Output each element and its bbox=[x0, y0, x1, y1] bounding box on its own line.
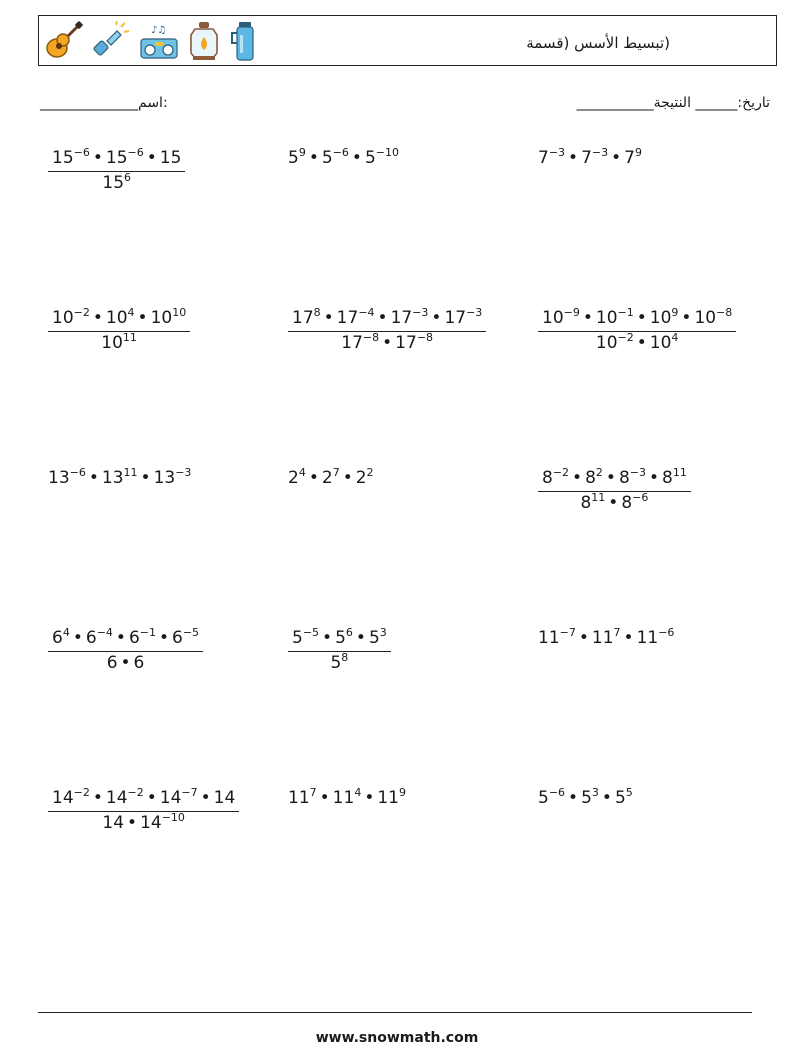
name-blank[interactable]: ______________ bbox=[40, 95, 138, 111]
base: 8 bbox=[542, 468, 553, 488]
numerator bbox=[48, 786, 239, 812]
exponent: 11 bbox=[123, 466, 138, 479]
base: 5 bbox=[614, 788, 626, 808]
exponent: 9 bbox=[671, 306, 679, 319]
base: 2 bbox=[288, 468, 299, 488]
multiply-dot: • bbox=[648, 468, 660, 488]
base: 10 bbox=[649, 333, 672, 353]
multiply-dot: • bbox=[578, 628, 589, 648]
problem-7 bbox=[48, 466, 192, 488]
multiply-dot: • bbox=[92, 308, 103, 328]
base: 11 bbox=[288, 788, 310, 808]
exponent: −3 bbox=[466, 306, 483, 319]
flashlight-icon bbox=[91, 21, 131, 61]
header-box bbox=[38, 15, 777, 66]
multiply-dot: • bbox=[158, 628, 170, 648]
base: 8 bbox=[618, 468, 630, 488]
base: 5 bbox=[368, 628, 380, 648]
problem-1 bbox=[48, 146, 185, 193]
base: 17 bbox=[390, 308, 413, 328]
base: 10 bbox=[52, 308, 74, 328]
multiply-dot: • bbox=[127, 813, 138, 833]
multiply-dot: • bbox=[140, 468, 151, 488]
multiply-dot: • bbox=[611, 148, 622, 168]
multiply-dot: • bbox=[319, 788, 330, 808]
base: 5 bbox=[292, 628, 303, 648]
problem-11 bbox=[288, 626, 391, 673]
multiply-dot: • bbox=[431, 308, 442, 328]
exponent: 4 bbox=[354, 786, 362, 799]
multiply-dot: • bbox=[146, 148, 157, 168]
expression bbox=[538, 788, 633, 808]
expression bbox=[48, 468, 191, 488]
multiply-dot: • bbox=[568, 148, 579, 168]
numerator bbox=[538, 306, 736, 332]
multiply-dot: • bbox=[364, 788, 375, 808]
multiply-dot: • bbox=[355, 628, 366, 648]
exponent: −6 bbox=[632, 491, 649, 504]
exponent: −1 bbox=[139, 626, 156, 639]
denominator bbox=[538, 332, 736, 352]
exponent: −3 bbox=[175, 466, 192, 479]
base: 15 bbox=[52, 148, 74, 168]
base: 17 bbox=[292, 308, 314, 328]
expression bbox=[538, 148, 642, 168]
base: 6 bbox=[52, 628, 63, 648]
exponent: −7 bbox=[559, 626, 576, 639]
exponent: −7 bbox=[181, 786, 198, 799]
exponent: 4 bbox=[671, 331, 679, 344]
base: 11 bbox=[332, 788, 355, 808]
multiply-dot: • bbox=[351, 148, 362, 168]
base: 11 bbox=[636, 628, 659, 648]
base: 14 bbox=[102, 813, 125, 833]
denominator bbox=[48, 812, 239, 832]
multiply-dot: • bbox=[582, 308, 593, 328]
exponent: −2 bbox=[552, 466, 570, 479]
base: 17 bbox=[336, 308, 359, 328]
exponent: 9 bbox=[398, 786, 406, 799]
denominator bbox=[288, 652, 391, 672]
base: 17 bbox=[341, 333, 363, 353]
expression bbox=[288, 148, 399, 168]
exponent: −9 bbox=[563, 306, 580, 319]
multiply-dot: • bbox=[636, 308, 647, 328]
base: 5 bbox=[288, 148, 299, 168]
exponent: 9 bbox=[634, 146, 642, 159]
problem-6 bbox=[538, 306, 736, 353]
exponent: −6 bbox=[69, 466, 86, 479]
base: 5 bbox=[321, 148, 333, 168]
base: 6 bbox=[172, 628, 183, 648]
base: 10 bbox=[595, 333, 618, 353]
exponent: 4 bbox=[62, 626, 70, 639]
base: 10 bbox=[150, 308, 173, 328]
exponent: −2 bbox=[617, 331, 634, 344]
base: 2 bbox=[321, 468, 333, 488]
multiply-dot: • bbox=[137, 308, 148, 328]
multiply-dot: • bbox=[572, 468, 583, 488]
footer-divider bbox=[38, 1012, 752, 1013]
base: 14 bbox=[140, 813, 162, 833]
lantern-icon bbox=[187, 21, 221, 61]
base: 14 bbox=[105, 788, 128, 808]
exponent: −1 bbox=[617, 306, 634, 319]
exponent: 6 bbox=[124, 171, 132, 184]
exponent: −8 bbox=[416, 331, 434, 344]
fraction bbox=[538, 466, 691, 513]
exponent: −8 bbox=[716, 306, 733, 319]
base: 5 bbox=[538, 788, 549, 808]
base: 5 bbox=[581, 788, 592, 808]
date-score-field bbox=[577, 95, 770, 111]
header-icons bbox=[43, 20, 259, 62]
exponent: 4 bbox=[127, 306, 135, 319]
base: 6 bbox=[85, 628, 97, 648]
exponent: −10 bbox=[161, 811, 185, 824]
base: 7 bbox=[581, 148, 592, 168]
problem-10 bbox=[48, 626, 203, 673]
multiply-dot: • bbox=[605, 468, 616, 488]
exponent: 9 bbox=[298, 146, 306, 159]
problem-15 bbox=[538, 786, 633, 808]
base: 8 bbox=[585, 468, 596, 488]
problem-3 bbox=[538, 146, 642, 168]
multiply-dot: • bbox=[323, 308, 334, 328]
exponent: −6 bbox=[73, 146, 90, 159]
base: 14 bbox=[213, 788, 236, 808]
multiply-dot: • bbox=[377, 308, 388, 328]
multiply-dot: • bbox=[88, 468, 99, 488]
base: 10 bbox=[694, 308, 717, 328]
expression bbox=[538, 628, 674, 648]
exponent: −3 bbox=[591, 146, 609, 159]
multiply-dot: • bbox=[115, 628, 126, 648]
numerator bbox=[48, 306, 190, 332]
base: 5 bbox=[364, 148, 376, 168]
name-label: اسم: bbox=[138, 95, 168, 111]
exponent: 11 bbox=[122, 331, 137, 344]
score-blank[interactable]: ___________ bbox=[576, 95, 654, 111]
fraction bbox=[288, 626, 391, 673]
exponent: −2 bbox=[73, 306, 90, 319]
base: 6 bbox=[106, 653, 118, 673]
exponent: 2 bbox=[595, 466, 603, 479]
exponent: 4 bbox=[298, 466, 306, 479]
exponent: −3 bbox=[548, 146, 566, 159]
exponent: 8 bbox=[341, 651, 349, 664]
multiply-dot: • bbox=[608, 493, 619, 513]
exponent: 7 bbox=[613, 626, 621, 639]
multiply-dot: • bbox=[636, 333, 647, 353]
fraction bbox=[288, 306, 486, 353]
base: 8 bbox=[662, 468, 673, 488]
base: 6 bbox=[133, 653, 145, 673]
multiply-dot: • bbox=[200, 788, 211, 808]
multiply-dot: • bbox=[308, 148, 319, 168]
boombox-icon bbox=[139, 21, 179, 61]
exponent: 6 bbox=[345, 626, 353, 639]
problem-8 bbox=[288, 466, 374, 488]
multiply-dot: • bbox=[308, 468, 319, 488]
base: 8 bbox=[621, 493, 633, 513]
fraction bbox=[538, 306, 736, 353]
expression bbox=[288, 468, 374, 488]
fraction bbox=[48, 146, 185, 193]
fraction bbox=[48, 626, 203, 673]
numerator bbox=[538, 466, 691, 492]
exponent: −2 bbox=[73, 786, 90, 799]
base: 10 bbox=[542, 308, 564, 328]
multiply-dot: • bbox=[72, 628, 83, 648]
problem-9 bbox=[538, 466, 691, 513]
problem-14 bbox=[288, 786, 406, 808]
base: 11 bbox=[377, 788, 399, 808]
exponent: 10 bbox=[172, 306, 187, 319]
base: 5 bbox=[330, 653, 342, 673]
denominator bbox=[538, 492, 691, 512]
expression bbox=[288, 788, 406, 808]
base: 13 bbox=[48, 468, 70, 488]
exponent: −6 bbox=[658, 626, 675, 639]
denominator bbox=[288, 332, 486, 352]
exponent: 2 bbox=[366, 466, 374, 479]
exponent: 8 bbox=[313, 306, 321, 319]
base: 13 bbox=[101, 468, 124, 488]
problem-13 bbox=[48, 786, 239, 833]
exponent: 11 bbox=[672, 466, 687, 479]
base: 15 bbox=[102, 173, 125, 193]
multiply-dot: • bbox=[322, 628, 333, 648]
exponent: −5 bbox=[302, 626, 320, 639]
date-blank[interactable]: ______ bbox=[695, 95, 738, 111]
multiply-dot: • bbox=[92, 788, 103, 808]
exponent: −5 bbox=[182, 626, 200, 639]
base: 15 bbox=[159, 148, 182, 168]
base: 7 bbox=[538, 148, 549, 168]
base: 14 bbox=[52, 788, 74, 808]
fraction bbox=[48, 306, 190, 353]
exponent: −8 bbox=[362, 331, 380, 344]
thermos-icon bbox=[229, 21, 259, 61]
base: 7 bbox=[624, 148, 635, 168]
multiply-dot: • bbox=[601, 788, 612, 808]
multiply-dot: • bbox=[342, 468, 353, 488]
base: 5 bbox=[335, 628, 346, 648]
worksheet-title: (تبسيط الأسس (قسمة bbox=[526, 34, 670, 52]
multiply-dot: • bbox=[92, 148, 103, 168]
svg-text:♪♫: ♪♫ bbox=[151, 25, 167, 36]
exponent: −2 bbox=[127, 786, 144, 799]
exponent: 3 bbox=[591, 786, 599, 799]
exponent: −10 bbox=[375, 146, 399, 159]
problem-2 bbox=[288, 146, 399, 168]
exponent: 5 bbox=[625, 786, 633, 799]
exponent: −4 bbox=[358, 306, 375, 319]
exponent: −6 bbox=[127, 146, 144, 159]
exponent: 7 bbox=[309, 786, 317, 799]
guitar-icon bbox=[43, 21, 83, 61]
footer-site: www.snowmath.com bbox=[315, 1030, 479, 1046]
fraction bbox=[48, 786, 239, 833]
numerator bbox=[288, 626, 391, 652]
numerator bbox=[48, 626, 203, 652]
problem-5 bbox=[288, 306, 486, 353]
base: 13 bbox=[153, 468, 176, 488]
base: 10 bbox=[101, 333, 123, 353]
multiply-dot: • bbox=[681, 308, 692, 328]
base: 2 bbox=[355, 468, 367, 488]
base: 6 bbox=[128, 628, 140, 648]
exponent: −3 bbox=[629, 466, 646, 479]
base: 11 bbox=[538, 628, 560, 648]
denominator bbox=[48, 332, 190, 352]
numerator bbox=[288, 306, 486, 332]
exponent: −4 bbox=[96, 626, 113, 639]
base: 17 bbox=[395, 333, 417, 353]
numerator bbox=[48, 146, 185, 172]
exponent: −6 bbox=[548, 786, 566, 799]
score-label: النتيجة bbox=[653, 95, 691, 111]
problem-12 bbox=[538, 626, 675, 648]
exponent: −3 bbox=[412, 306, 429, 319]
exponent: −6 bbox=[332, 146, 349, 159]
base: 10 bbox=[105, 308, 128, 328]
base: 8 bbox=[580, 493, 592, 513]
multiply-dot: • bbox=[146, 788, 157, 808]
base: 10 bbox=[649, 308, 672, 328]
base: 17 bbox=[444, 308, 467, 328]
multiply-dot: • bbox=[623, 628, 634, 648]
multiply-dot: • bbox=[568, 788, 579, 808]
base: 15 bbox=[105, 148, 128, 168]
base: 11 bbox=[591, 628, 614, 648]
exponent: 11 bbox=[591, 491, 606, 504]
exponent: 3 bbox=[379, 626, 387, 639]
denominator bbox=[48, 172, 185, 192]
date-label: تاريخ: bbox=[737, 95, 770, 111]
multiply-dot: • bbox=[120, 653, 131, 673]
exponent: 7 bbox=[332, 466, 340, 479]
denominator bbox=[48, 652, 203, 672]
multiply-dot: • bbox=[382, 333, 393, 353]
name-field bbox=[40, 95, 168, 111]
base: 14 bbox=[159, 788, 182, 808]
base: 10 bbox=[595, 308, 618, 328]
problem-4 bbox=[48, 306, 190, 353]
